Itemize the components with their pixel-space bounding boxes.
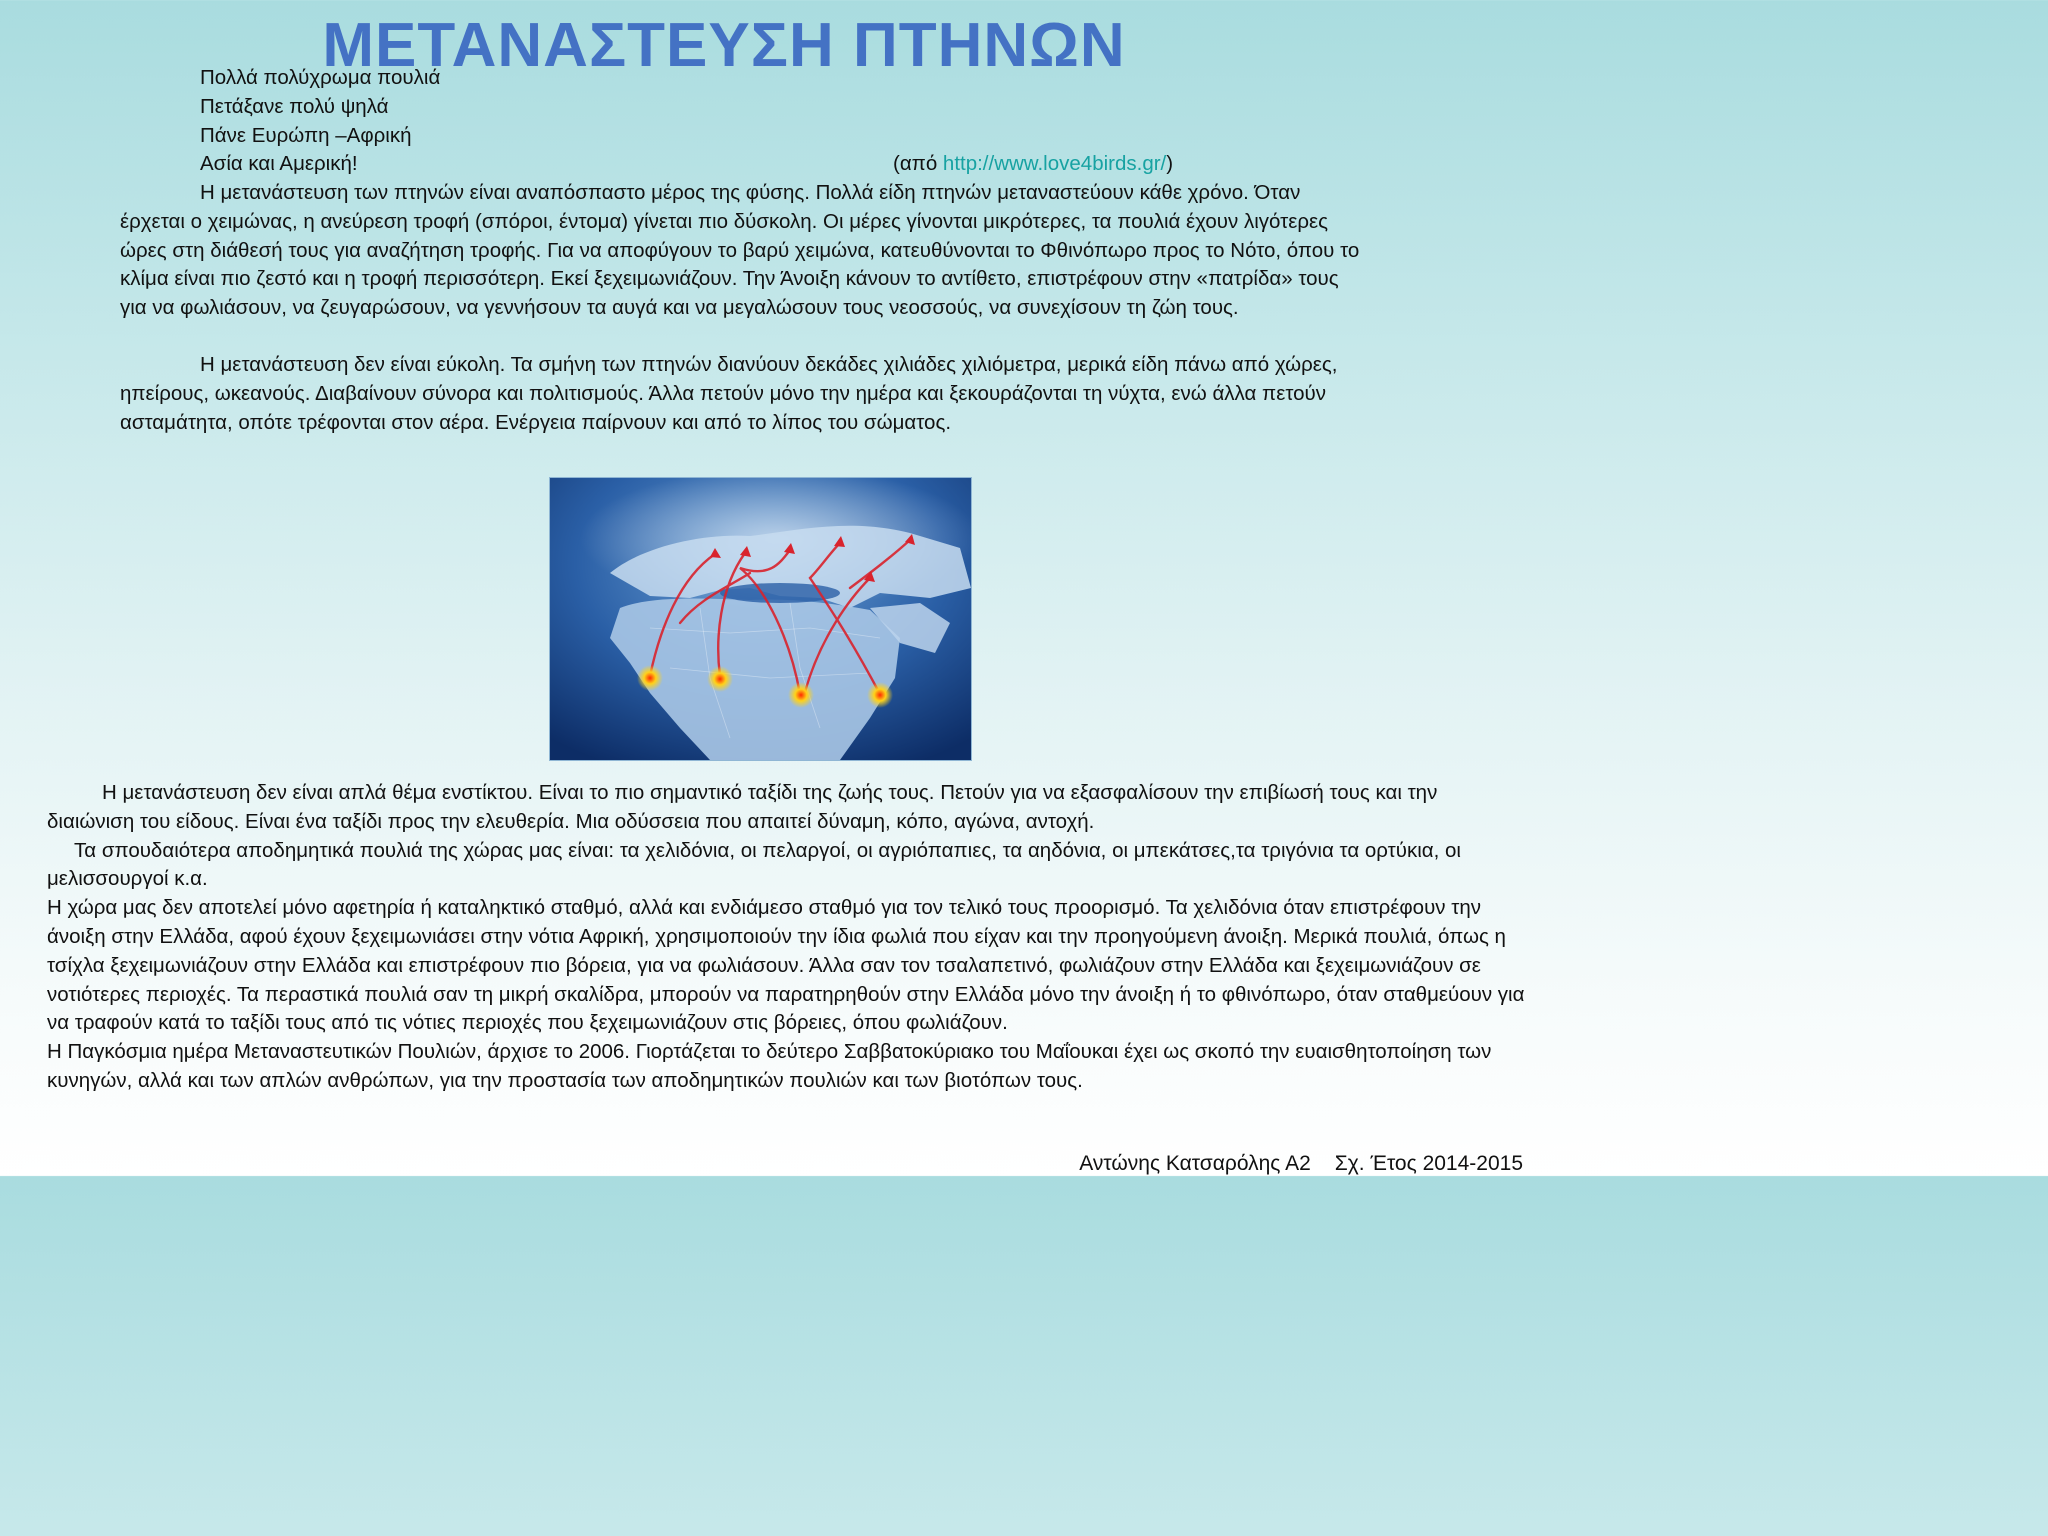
source-citation [893,150,1173,179]
poem-line: Πολλά πολύχρωμα πουλιά [200,66,441,89]
lower-text [47,779,1527,1096]
paragraph-greece-station: Η χώρα μας δεν αποτελεί μόνο αφετηρία ή καταληκτικό σταθμό, αλλά και ενδιάμεσο σταθμό για τον τελικό τους προορισμό. Τα χελιδόνια όταν επιστρέφουν την άνοιξη στην Ελλάδα, αφού έχουν ξεχειμωνιάσει στην νότια Αφρική, χρησιμοποιούν την ίδια φωλιά που είχαν και την προηγούμενη άνοιξη. Μερικά πουλιά, όπως η τσίχλα ξεχειμωνιάζουν στην Ελλάδα και επιστρέφουν πιο βόρεια, για να φωλιάσουν. Άλλα σαν τον τσαλαπετινό, φωλιάζουν στην Ελλάδα και ξεχειμωνιάζουν σε νοτιότερες περιοχές. Τα περαστικά πουλιά σαν τη μικρή σκαλίδρα, μπορούν να παρατηρηθούν στην Ελλάδα μόνο την άνοιξη ή το φθινόπωρο, όταν σταθμεύουν για να τραφούν κατά το ταξίδι τους από τις νότιες περιοχές που ξεχειμωνιάζουν στις βόρειες, όπου φωλιάζουν. [47,896,1525,1035]
footer-year: Σχ. Έτος 2014-2015 [1334,1152,1523,1175]
footer-author: Αντώνης Κατσαρόλης Α2 [1079,1152,1311,1175]
poem-line: Πετάξανε πολύ ψηλά [200,94,389,118]
footer [1079,1150,1523,1178]
paragraph-instinct: Η μετανάστευση δεν είναι απλά θέμα ενστίκτου. Είναι το πιο σημαντικό ταξίδι της ζωής τους. Πετούν για να εξασφαλίσουν την επιβίωσή τους και την διαιώνιση του είδους. Είναι ένα ταξίδι προς την ελευθερία. Μια οδύσσεια που απαιτεί δύναμη, κόπο, αγώνα, αντοχή. [47,781,1438,833]
page-title: ΜΕΤΑΝΑΣΤΕΥΣΗ ΠΤΗΝΩΝ [322,11,1126,80]
source-suffix: ) [1166,152,1174,175]
source-prefix: (από [893,152,943,175]
source-link[interactable]: http://www.love4birds.gr/ [942,152,1167,175]
paragraph-world-day: Η Παγκόσμια ημέρα Μεταναστευτικών Πουλιών, άρχισε το 2006. Γιορτάζεται το δεύτερο Σαββατοκύριακο του Μαΐουκαι έχει ως σκοπό την ευαισθητοποίηση των κυνηγών, αλλά και των απλών ανθρώπων, για την προστασία των αποδημητικών πουλιών και των βιοτόπων τους. [47,1040,1492,1092]
poem-line: Πάνε Ευρώπη –Αφρική [200,123,412,147]
paragraph-intro: Η μετανάστευση των πτηνών είναι αναπόσπαστο μέρος της φύσης. Πολλά είδη πτηνών μεταναστεύουν κάθε χρόνο. Όταν έρχεται ο χειμώνας, η ανεύρεση τροφή (σπόροι, έντομα) γίνεται πιο δύσκολη. Οι μέρες γίνονται μικρότερες, τα πουλιά έχουν λιγότερες ώρες στη διάθεσή τους για αναζήτηση τροφής. Για να αποφύγουν το βαρύ χειμώνα, κατευθύνονται το Φθινόπωρο προς το Νότο, όπου το κλίμα είναι πιο ζεστό και η τροφή περισσότερη. Εκεί ξεχειμωνιάζουν. Την Άνοιξη κάνουν το αντίθετο, επιστρέφουν στην «πατρίδα» τους για να φωλιάσουν, να ζευγαρώσουν, να γεννήσουν τα αυγά και να μεγαλώσουν τους νεοσσούς, να συνεχίσουν τη ζώη τους. [120,181,1360,320]
migration-map-image [549,477,972,761]
migration-map-graphic [550,478,971,760]
paragraph-difficulty: Η μετανάστευση δεν είναι εύκολη. Τα σμήνη των πτηνών διανύουν δεκάδες χιλιάδες χιλιόμετρα, μερικά είδη πάνω από χώρες, ηπείρους, ωκεανούς. Διαβαίνουν σύνορα και πολιτισμούς. Άλλα πετούν μόνο την ημέρα και ξεκουράζονται τη νύχτα, ενώ άλλα πετούν ασταμάτητα, οπότε τρέφονται στον αέρα. Ενέργεια παίρνουν και από το λίπος του σώματος. [120,353,1338,434]
poem [200,64,440,179]
paragraph-greek-birds: Τα σπουδαιότερα αποδημητικά πουλιά της χώρας μας είναι: τα χελιδόνια, οι πελαργοί, οι αγριόπαπιες, τα αηδόνια, οι μπεκάτσες,τα τριγόνια τα ορτύκια, οι μελισσουργοί κ.α. [47,838,1461,891]
poem-line: Ασία και Αμερική! [200,152,358,176]
